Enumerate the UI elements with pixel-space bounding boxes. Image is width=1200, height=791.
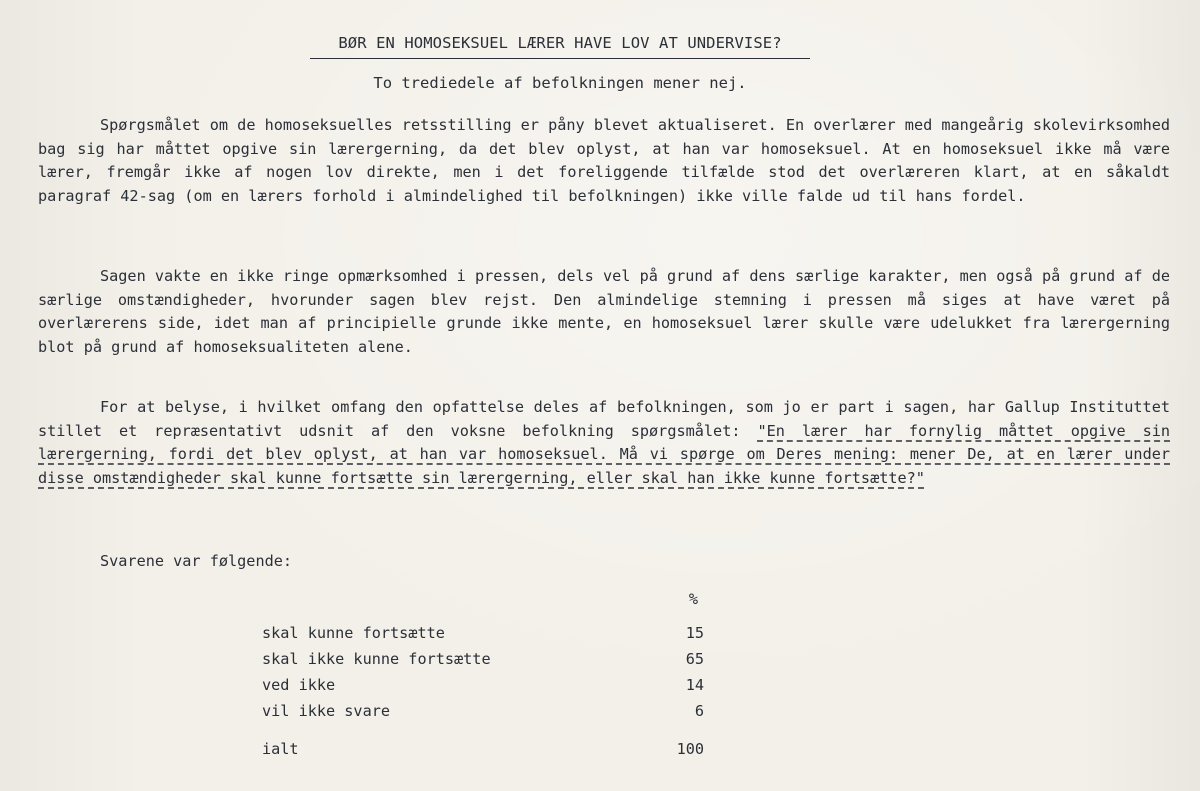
paragraph-1: Spørgsmålet om de homoseksuelles retsstilling er påny blevet aktualiseret. En overlærer med mangeårig skolevirksomhed bag sig har måttet opgive sin lærergerning, da det blev oplyst, at han var homoseksuel. At en homoseksuel ikke må være lærer, fremgår ikke af nogen lov direkte, men i det foreliggende tilfælde stod det overlæreren klart, at en såkaldt paragraf 42-sag (om en lærers forhold i almindelighed til befolkningen) ikke ville falde ud til hans fordel. bbox=[38, 116, 1170, 205]
result-value: 6 bbox=[694, 702, 704, 720]
result-label: vil ikke svare bbox=[262, 702, 391, 720]
result-row bbox=[262, 672, 712, 698]
document-subtitle: To trediedele af befolkningen mener nej. bbox=[373, 74, 747, 92]
total-label: ialt bbox=[262, 740, 299, 758]
total-value: 100 bbox=[676, 740, 704, 758]
percent-unit: % bbox=[688, 590, 698, 608]
result-label: skal ikke kunne fortsætte bbox=[262, 650, 491, 668]
result-label: ved ikke bbox=[262, 676, 336, 694]
result-label: skal kunne fortsætte bbox=[262, 624, 445, 642]
result-row bbox=[262, 620, 712, 646]
document-title: BØR EN HOMOSEKSUEL LÆRER HAVE LOV AT UNDERVISE? bbox=[310, 34, 810, 59]
paragraph-2: Sagen vakte en ikke ringe opmærksomhed i pressen, dels vel på grund af dens særlige karakter, men også på grund af de særlige omstændigheder, hvorunder sagen blev rejst. Den almindelige stemning i pressen må siges at have været på overlærerens side, idet man af principielle grunde ikke mente, en homoseksuel lærer skulle være udelukket fra lærergerning blot på grund af homoseksualiteten alene. bbox=[38, 267, 1170, 356]
results-header bbox=[262, 590, 712, 620]
result-value: 14 bbox=[685, 676, 704, 694]
paragraph-3 bbox=[38, 396, 1170, 490]
result-value: 65 bbox=[685, 650, 704, 668]
survey-question-quote: "En lærer har fornylig måttet opgive sin lærergerning, fordi det blev oplyst, at han var homoseksuel. Må vi spørge om Deres mening: mener De, at en lærer under disse omstændigheder skal kunne fortsætte sin lærergerning, eller skal han ikke kunne fortsætte?" bbox=[38, 421, 1171, 487]
result-row bbox=[262, 698, 712, 724]
result-total-row bbox=[262, 736, 712, 762]
result-value: 15 bbox=[685, 624, 704, 642]
result-row bbox=[262, 646, 712, 672]
results-table bbox=[262, 590, 712, 762]
paragraph-3-intro: For at belyse, i hvilket omfang den opfattelse deles af befolkningen, som jo er part i sagen, har Gallup Instituttet stillet et repræsentativt udsnit af den voksne befolkning spørgsmålet: bbox=[38, 398, 1170, 440]
results-intro: Svarene var følgende: bbox=[100, 552, 293, 570]
